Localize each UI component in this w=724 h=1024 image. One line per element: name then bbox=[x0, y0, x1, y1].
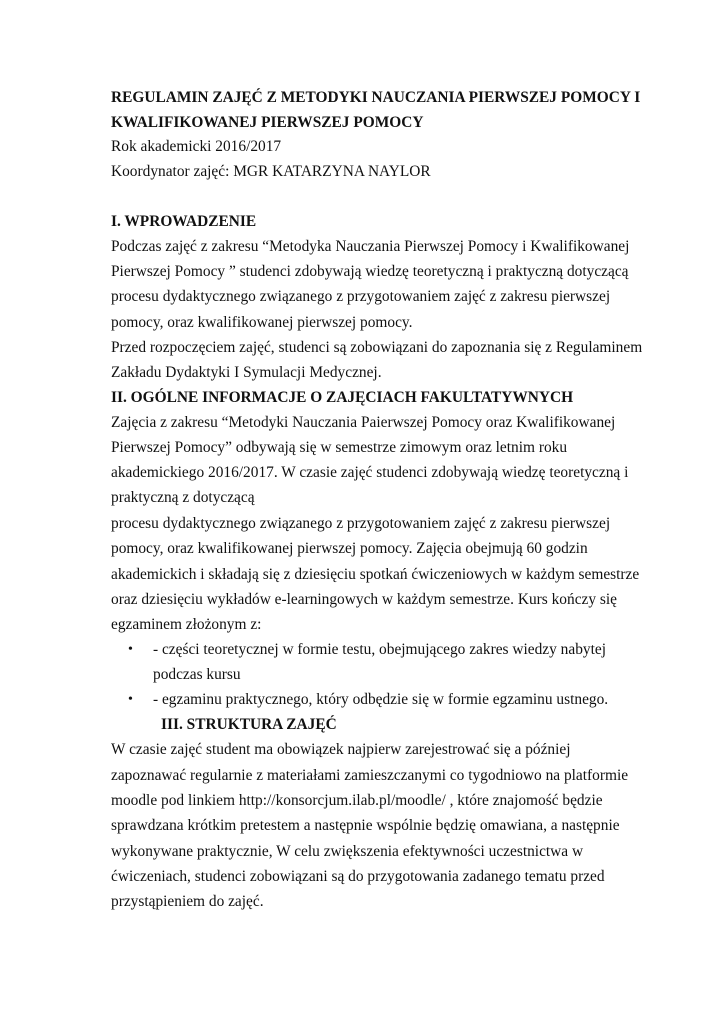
section-1-line: Przed rozpoczęciem zajęć, studenci są zobowiązani do zapoznania się z Regulaminem bbox=[111, 339, 643, 356]
section-2-line: egzaminem złożonym z: bbox=[111, 616, 262, 633]
section-3-line: moodle pod linkiem http://konsorcjum.ilab.pl/moodle/ , które znajomość będzie bbox=[111, 792, 603, 809]
section-2-line: akademickich i składają się z dziesięciu spotkań ćwiczeniowych w każdym semestrze bbox=[111, 566, 640, 583]
section-2-line: oraz dziesięciu wykładów e-learningowych w każdym semestrze. Kurs kończy się bbox=[111, 591, 617, 608]
section-1-line: Pierwszej Pomocy ” studenci zdobywają wiedzę teoretyczną i praktyczną dotyczącą bbox=[111, 263, 629, 280]
section-3-line: W czasie zajęć student ma obowiązek najpierw zarejestrować się a później bbox=[111, 741, 571, 758]
section-2-line: Zajęcia z zakresu “Metodyki Nauczania Paierwszej Pomocy oraz Kwalifikowanej bbox=[111, 414, 616, 431]
section-2-line: praktyczną z dotyczącą bbox=[111, 489, 255, 506]
document-title-line-1: REGULAMIN ZAJĘĆ Z METODYKI NAUCZANIA PIERWSZEJ POMOCY I bbox=[111, 89, 641, 106]
section-1-line: Podczas zajęć z zakresu “Metodyka Nauczania Pierwszej Pomocy i Kwalifikowanej bbox=[111, 238, 630, 255]
bullet-item-1: - części teoretycznej w formie testu, obejmującego zakres wiedzy nabytej bbox=[153, 641, 606, 658]
section-2-line: pomocy, oraz kwalifikowanej pierwszej pomocy. Zajęcia obejmują 60 godzin bbox=[111, 540, 588, 557]
bullet-dot-icon: • bbox=[128, 642, 133, 657]
section-2-line: Pierwszej Pomocy” odbywają się w semestrze zimowym oraz letnim roku bbox=[111, 439, 568, 456]
section-1-line: procesu dydaktycznego związanego z przygotowaniem zajęć z zakresu pierwszej bbox=[111, 288, 611, 305]
bullet-item-2: - egzaminu praktycznego, który odbędzie się w formie egzaminu ustnego. bbox=[153, 691, 609, 708]
academic-year: Rok akademicki 2016/2017 bbox=[111, 138, 282, 155]
section-2-heading: II. OGÓLNE INFORMACJE O ZAJĘCIACH FAKULTATYWNYCH bbox=[111, 389, 574, 406]
section-3-line: przystąpieniem do zajęć. bbox=[111, 893, 264, 910]
section-2-line: procesu dydaktycznego związanego z przygotowaniem zajęć z zakresu pierwszej bbox=[111, 515, 611, 532]
section-3-heading: III. STRUKTURA ZAJĘĆ bbox=[161, 716, 337, 733]
section-3-line: wykonywane praktycznie, W celu zwiększenia efektywności uczestnictwa w bbox=[111, 843, 584, 860]
section-3-line: zapoznawać regularnie z materiałami zamieszczanymi co tygodniowo na platformie bbox=[111, 767, 629, 784]
bullet-item-1-continuation: podczas kursu bbox=[153, 666, 241, 683]
document-title-line-2: KWALIFIKOWANEJ PIERWSZEJ POMOCY bbox=[111, 114, 424, 131]
section-1-heading: I. WPROWADZENIE bbox=[111, 213, 257, 230]
coordinator: Koordynator zajęć: MGR KATARZYNA NAYLOR bbox=[111, 163, 431, 180]
section-3-line: sprawdzana krótkim pretestem a następnie wspólnie będzię omawiana, a następnie bbox=[111, 817, 620, 834]
section-1-line: pomocy, oraz kwalifikowanej pierwszej pomocy. bbox=[111, 314, 413, 331]
bullet-dot-icon: • bbox=[128, 692, 133, 707]
section-2-line: akademickiego 2016/2017. W czasie zajęć studenci zdobywają wiedzę teoretyczną i bbox=[111, 464, 629, 481]
section-1-line: Zakładu Dydaktyki I Symulacji Medycznej. bbox=[111, 364, 382, 381]
section-3-line: ćwiczeniach, studenci zobowiązani są do przygotowania zadanego tematu przed bbox=[111, 868, 605, 885]
